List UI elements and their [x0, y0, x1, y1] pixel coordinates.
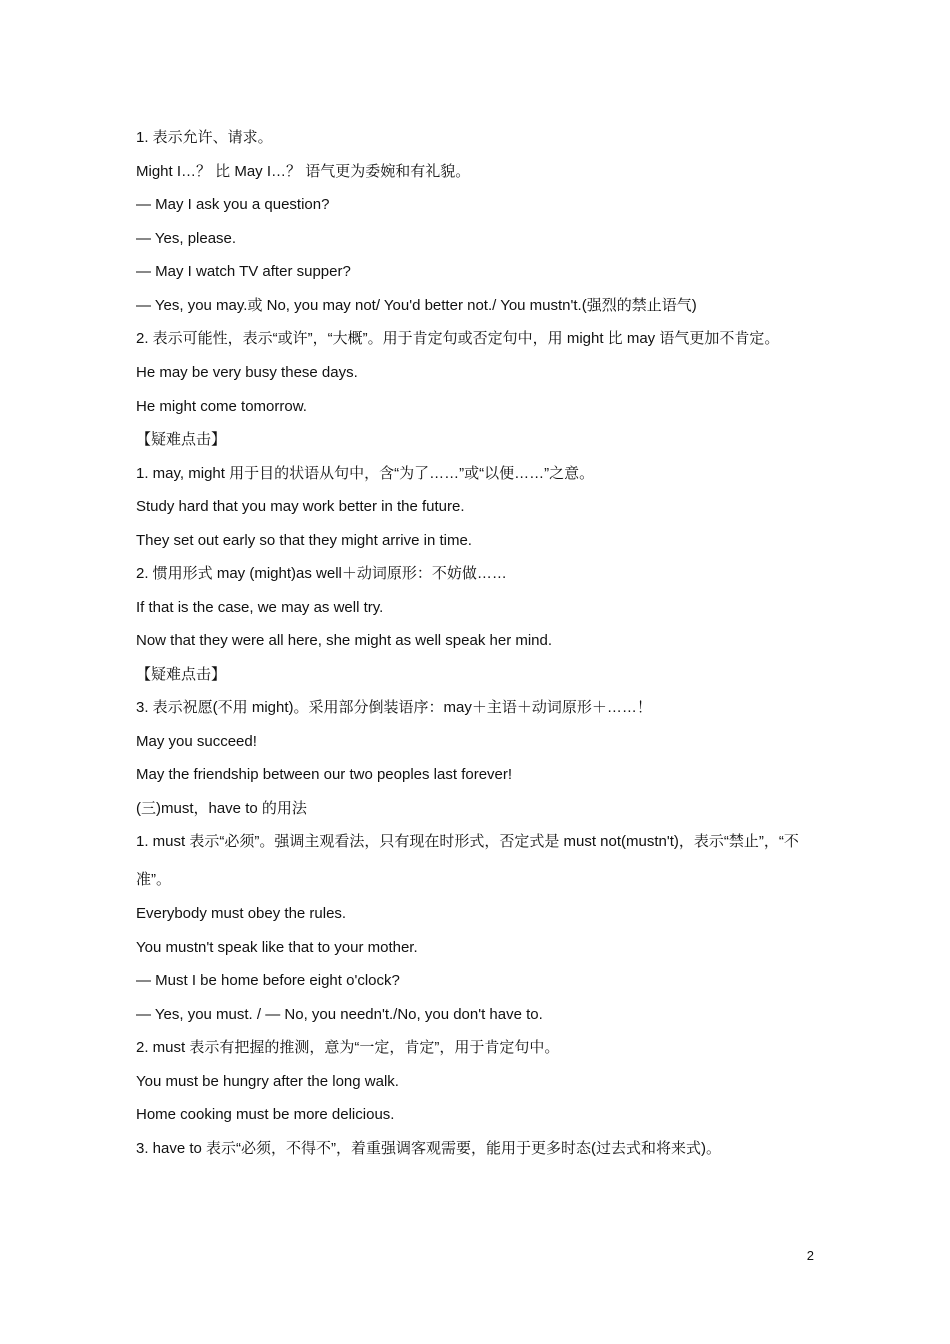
text-line: 1. may, might 用于目的状语从句中，含“为了……”或“以便……”之意。: [136, 464, 595, 482]
text-line: — Yes, you may.或 No, you may not/ You'd better not./ You mustn't.(强烈的禁止语气): [136, 296, 697, 314]
section-heading: (三)must，have to 的用法: [136, 799, 307, 817]
text-line: You must be hungry after the long walk.: [136, 1072, 399, 1090]
text-line: 2. must 表示有把握的推测，意为“一定，肯定”，用于肯定句中。: [136, 1039, 560, 1056]
text-line: He may be very busy these days.: [136, 364, 358, 381]
document-body: [136, 121, 820, 1165]
text-line: 3. 表示祝愿(不用 might)。采用部分倒装语序：may＋主语＋动词原形＋……！: [136, 699, 652, 716]
text-paragraph: 1. must 表示“必须”。强调主观看法，只有现在时形式，否定式是 must not(mustn't)，表示“禁止”，“不准”。: [136, 833, 799, 888]
text-line: May you succeed!: [136, 732, 257, 750]
text-line: — Yes, please.: [136, 229, 237, 247]
text-line: — Yes, you must. / — No, you needn't./No, you don't have to.: [136, 1005, 543, 1023]
page-number: 2: [806, 1248, 814, 1263]
text-paragraph: 2. 表示可能性，表示“或许”，“大概”。用于肯定句或否定句中，用 might 比 may 语气更加不肯定。: [136, 330, 780, 347]
text-line: 3. have to 表示“必须，不得不”，着重强调客观需要，能用于更多时态(过去式和将来式)。: [136, 1139, 722, 1157]
text-line: He might come tomorrow.: [136, 397, 307, 415]
text-line: You mustn't speak like that to your mother.: [136, 938, 418, 956]
section-heading: 【疑难点击】: [136, 665, 227, 683]
text-line: 1. 表示允许、请求。: [136, 129, 273, 146]
text-line: — May I watch TV after supper?: [136, 263, 351, 280]
text-line: Everybody must obey the rules.: [136, 905, 347, 922]
text-line: — Must I be home before eight o'clock?: [136, 972, 400, 989]
text-line: They set out early so that they might arrive in time.: [136, 531, 472, 549]
text-line: 2. 惯用形式 may (might)as well＋动词原形：不妨做……: [136, 565, 507, 582]
text-line: If that is the case, we may as well try.: [136, 598, 384, 616]
text-line: — May I ask you a question?: [136, 196, 330, 213]
text-line: Home cooking must be more delicious.: [136, 1106, 395, 1123]
text-line: Might I…？ 比 May I…？ 语气更为委婉和有礼貌。: [136, 162, 471, 180]
text-line: May the friendship between our two peoples last forever!: [136, 766, 513, 783]
text-line: Now that they were all here, she might as well speak her mind.: [136, 632, 553, 649]
section-heading: 【疑难点击】: [136, 431, 227, 448]
text-line: Study hard that you may work better in the future.: [136, 498, 465, 515]
